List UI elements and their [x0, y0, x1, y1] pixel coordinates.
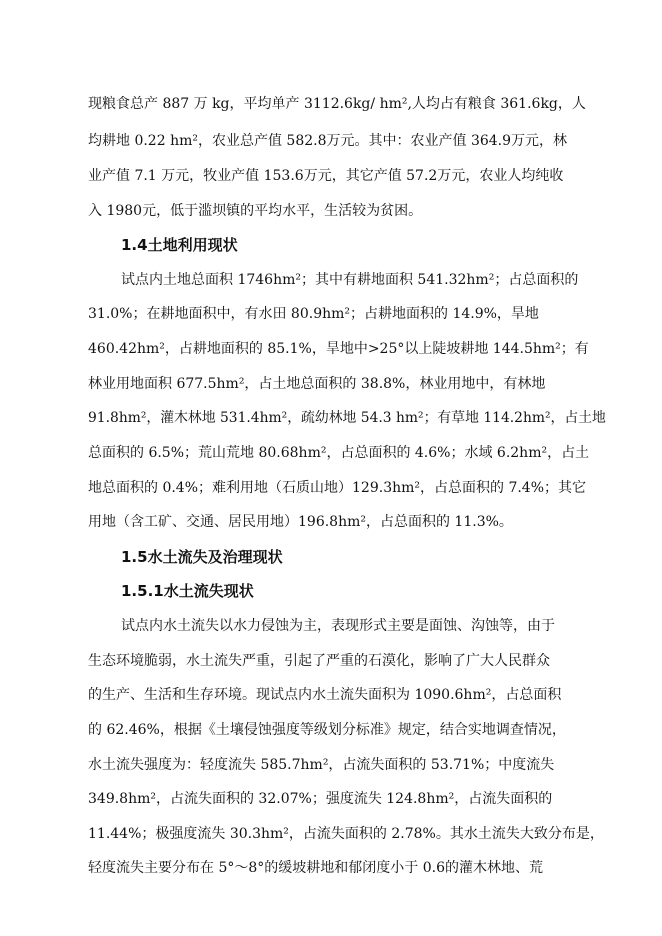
paragraph-line: 的 62.46%，根据《土壤侵蚀强度等级划分标准》规定，结合实地调查情况，: [88, 722, 566, 738]
paragraph-line: 用地（含工矿、交通、居民用地）196.8hm²，占总面积的 11.3%。: [88, 514, 513, 530]
paragraph-line: 林业用地面积 677.5hm²，占土地总面积的 38.8%，林业用地中，有林地: [88, 376, 546, 392]
paragraph-line: 460.42hm²，占耕地面积的 85.1%，旱地中>25°以上陡坡耕地 144.5hm²；有: [88, 341, 589, 357]
paragraph-line: 试点内土地总面积 1746hm²；其中有耕地面积 541.32hm²；占总面积的: [121, 272, 579, 288]
section-heading: 1.5水土流失及治理现状: [121, 548, 283, 566]
paragraph-line: 总面积的 6.5%；荒山荒地 80.68hm²，占总面积的 4.6%；水域 6.2hm²，占土: [88, 445, 590, 461]
paragraph-line: 入 1980元，低于滥坝镇的平均水平，生活较为贫困。: [88, 203, 423, 219]
paragraph-line: 现粮食总产 887 万 kg，平均单产 3112.6kg/ hm²,人均占有粮食 361.6kg，人: [88, 96, 586, 112]
paragraph-line: 轻度流失主要分布在 5°～8°的缓坡耕地和郁闭度小于 0.6的灌木林地、荒: [88, 860, 543, 876]
paragraph-line: 地总面积的 0.4%；难利用地（石质山地）129.3hm²，占总面积的 7.4%；其它: [88, 480, 587, 496]
paragraph-line: 均耕地 0.22 hm²，农业总产值 582.8万元。其中：农业产值 364.9万元，林: [88, 133, 568, 149]
paragraph-line: 生态环境脆弱，水土流失严重，引起了严重的石漠化，影响了广大人民群众: [88, 653, 550, 669]
paragraph-line: 水土流失强度为：轻度流失 585.7hm²，占流失面积的 53.71%；中度流失: [88, 757, 555, 773]
paragraph-line: 业产值 7.1 万元，牧业产值 153.6万元，其它产值 57.2万元，农业人均纯收: [88, 168, 564, 184]
paragraph-line: 试点内水土流失以水力侵蚀为主，表现形式主要是面蚀、沟蚀等，由于: [121, 618, 555, 634]
subsection-heading: 1.5.1水土流失现状: [121, 582, 254, 600]
paragraph-line: 11.44%；极强度流失 30.3hm²，占流失面积的 2.78%。其水土流失大致分布是，: [88, 826, 604, 842]
paragraph-line: 的生产、生活和生存环境。现试点内水土流失面积为 1090.6hm²，占总面积: [88, 687, 562, 703]
paragraph-line: 91.8hm²，灌木林地 531.4hm²，疏幼林地 54.3 hm²；有草地 114.2hm²，占土地: [88, 410, 606, 426]
section-heading: 1.4土地利用现状: [121, 236, 238, 254]
paragraph-line: 349.8hm²，占流失面积的 32.07%；强度流失 124.8hm²，占流失面积的: [88, 791, 553, 807]
paragraph-line: 31.0%；在耕地面积中，有水田 80.9hm²；占耕地面积的 14.9%，旱地: [88, 306, 539, 322]
